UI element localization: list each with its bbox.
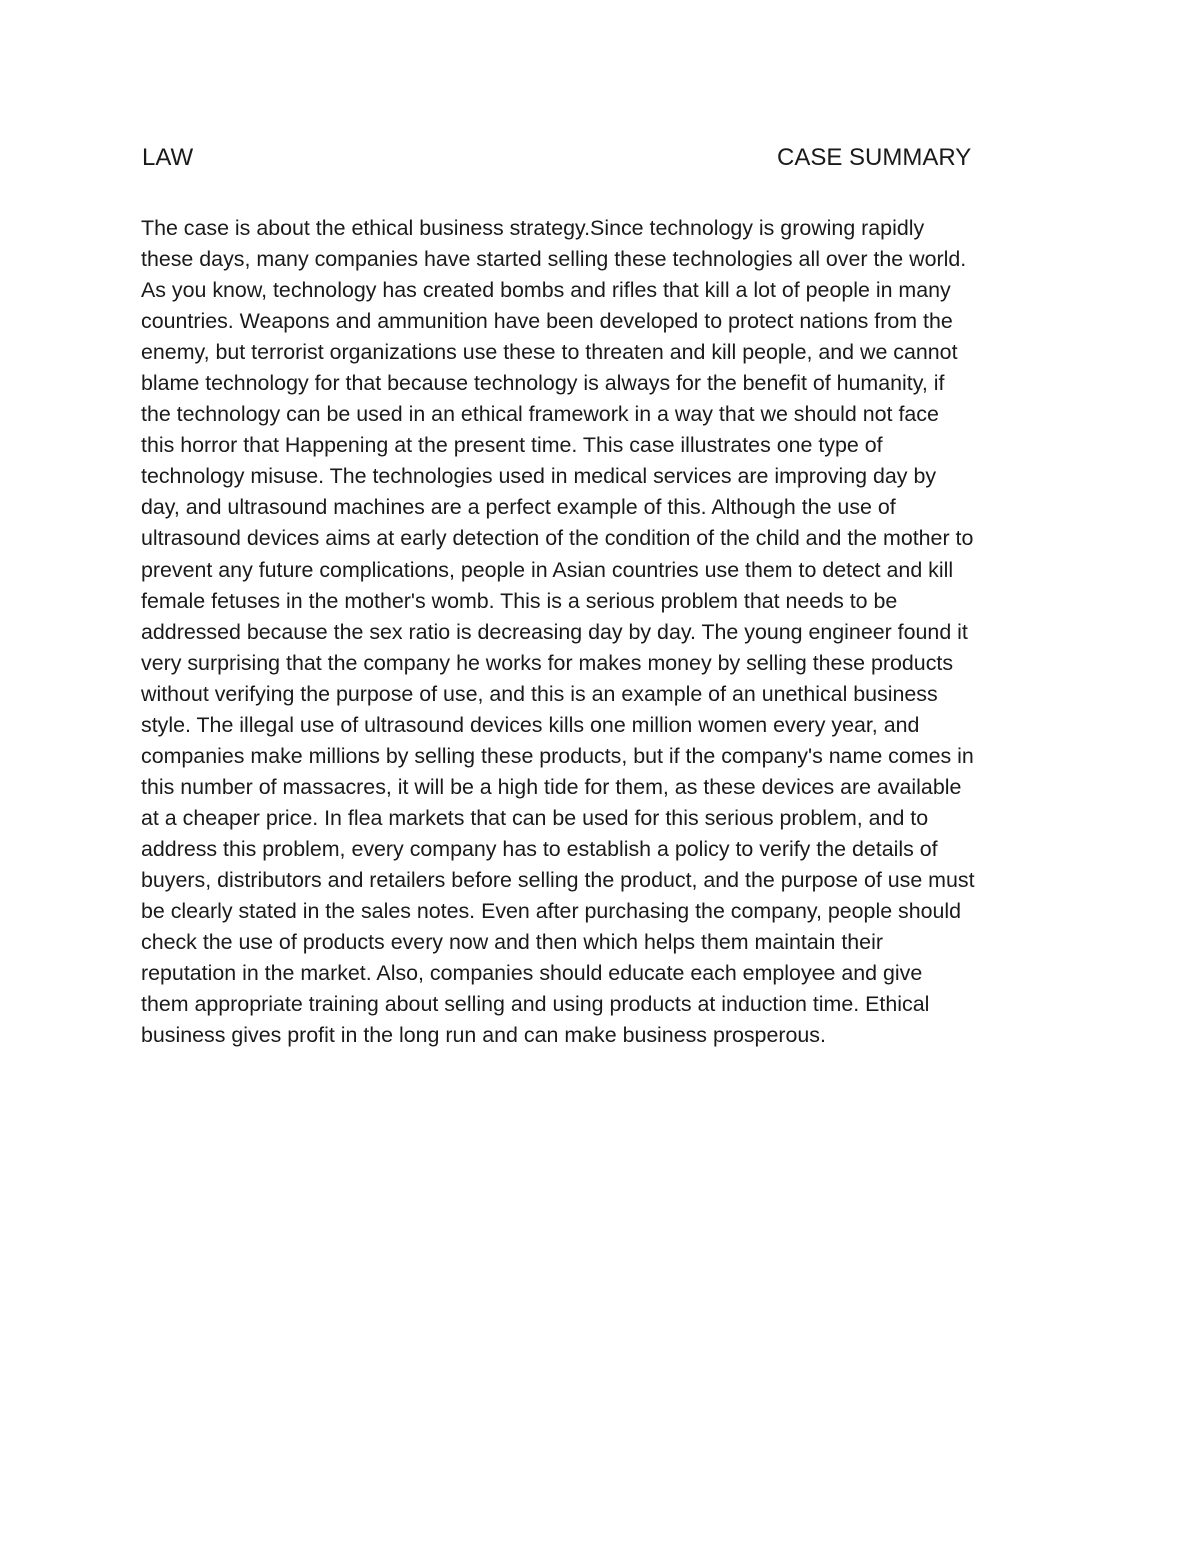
paragraph-line: check the use of products every now and then which helps them maintain their — [141, 930, 883, 955]
document-title: CASE SUMMARY — [777, 144, 972, 171]
paragraph-line: As you know, technology has created bombs and rifles that kill a lot of people in many — [141, 278, 951, 303]
paragraph-line: without verifying the purpose of use, and this is an example of an unethical business — [141, 681, 938, 706]
document-header — [142, 142, 1002, 174]
paragraph-line: blame technology for that because technology is always for the benefit of humanity, if — [141, 371, 945, 396]
paragraph-line: countries. Weapons and ammunition have been developed to protect nations from the — [141, 309, 953, 334]
paragraph-line: reputation in the market. Also, companies should educate each employee and give — [141, 961, 923, 986]
paragraph-line: female fetuses in the mother's womb. This is a serious problem that needs to be — [141, 588, 898, 613]
paragraph-line: style. The illegal use of ultrasound devices kills one million women every year, and — [141, 712, 920, 737]
paragraph-line: them appropriate training about selling and using products at induction time. Ethical — [141, 992, 930, 1017]
paragraph-line: business gives profit in the long run and can make business prosperous. — [141, 1023, 826, 1048]
subject-heading: LAW — [142, 144, 194, 171]
paragraph-line: address this problem, every company has to establish a policy to verify the details of — [141, 836, 938, 861]
paragraph-line: ultrasound devices aims at early detection of the condition of the child and the mother to — [141, 526, 974, 551]
paragraph-line: companies make millions by selling these products, but if the company's name comes in — [141, 743, 974, 768]
paragraph-line: be clearly stated in the sales notes. Even after purchasing the company, people should — [141, 899, 962, 924]
paragraph-line: technology misuse. The technologies used in medical services are improving day by — [141, 464, 937, 489]
paragraph-line: these days, many companies have started selling these technologies all over the world. — [141, 247, 967, 272]
paragraph-line: very surprising that the company he works for makes money by selling these products — [141, 650, 954, 675]
paragraph-line: prevent any future complications, people in Asian countries use them to detect and kill — [141, 557, 954, 582]
paragraph-line: day, and ultrasound machines are a perfect example of this. Although the use of — [141, 495, 896, 520]
paragraph-line: The case is about the ethical business strategy.Since technology is growing rapidly — [141, 216, 925, 240]
paragraph-line: addressed because the sex ratio is decreasing day by day. The young engineer found it — [141, 619, 968, 644]
paragraph-line: enemy, but terrorist organizations use these to threaten and kill people, and we cannot — [141, 340, 958, 365]
paragraph-line: this horror that Happening at the present time. This case illustrates one type of — [141, 433, 883, 458]
paragraph-line: buyers, distributors and retailers before selling the product, and the purpose of use must — [141, 867, 975, 892]
paragraph-line: this number of massacres, it will be a high tide for them, as these devices are available — [141, 774, 962, 799]
paragraph-line: at a cheaper price. In flea markets that can be used for this serious problem, and to — [141, 805, 929, 830]
summary-paragraph — [141, 213, 1071, 1051]
paragraph-line: the technology can be used in an ethical framework in a way that we should not face — [141, 402, 939, 427]
